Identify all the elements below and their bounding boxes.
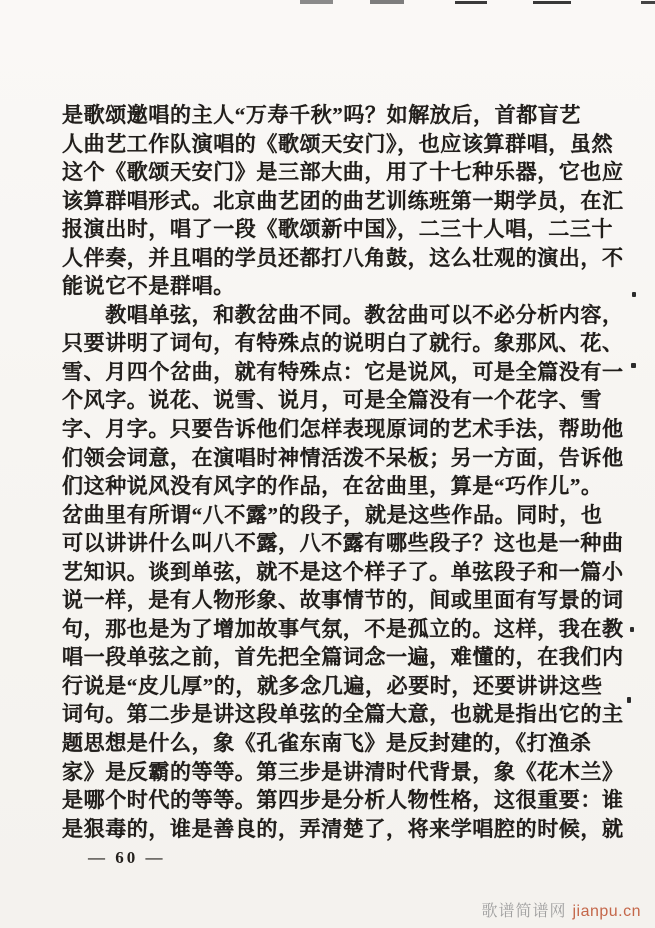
text-line: 可以讲讲什么叫八不露，八不露有哪些段子？这也是一种曲	[62, 531, 624, 556]
text-line: 艺知识。谈到单弦，就不是这个样子了。单弦段子和一篇小	[62, 559, 624, 584]
text-line: 是狠毒的，谁是善良的，弄清楚了，将来学唱腔的时候，就	[62, 816, 624, 841]
text-line: 岔曲里有所谓“八不露”的段子，就是这些作品。同时，也	[62, 502, 603, 527]
text-line: 家》是反霸的等等。第三步是讲清时代背景，象《花木兰》	[62, 759, 624, 784]
text-line: 只要讲明了词句，有特殊点的说明白了就行。象那风、花、	[62, 331, 624, 356]
scan-artifact-dash	[300, 0, 333, 4]
text-line: 们这种说风没有风字的作品，在岔曲里，算是“巧作儿”。	[62, 474, 603, 499]
text-line: 个风字。说花、说雪、说月，可是全篇没有一个花字、雪	[62, 388, 602, 413]
text-line: 行说是“皮儿厚”的，就多念几遍，必要时，还要讲讲这些	[62, 673, 603, 698]
scan-artifact-speck	[630, 627, 634, 632]
watermark-site-name: 歌谱简谱网	[481, 903, 567, 920]
scan-artifact-speck	[631, 363, 636, 368]
text-line: 报演出时，唱了一段《歌颂新中国》，二三十人唱，二三十	[62, 217, 614, 242]
scan-artifact-dash	[455, 1, 487, 4]
scan-artifact-speck	[632, 292, 636, 297]
text-line: 该算群唱形式。北京曲艺团的曲艺训练班第一期学员，在汇	[62, 188, 624, 213]
text-line: 唱一段单弦之前，首先把全篇词念一遍，难懂的，在我们内	[62, 645, 624, 670]
text-line: 雪、月四个岔曲，就有特殊点：它是说风，可是全篇没有一	[62, 359, 624, 384]
text-line: 人曲艺工作队演唱的《歌颂天安门》，也应该算群唱，虽然	[62, 131, 614, 156]
text-line: 人伴奏，并且唱的学员还都打八角鼓，这么壮观的演出，不	[62, 245, 624, 270]
scan-artifact-speck	[627, 697, 631, 703]
watermark	[481, 898, 641, 921]
text-line: 句，那也是为了增加故事气氛，不是孤立的。这样，我在教	[62, 616, 624, 641]
text-line paragraph-start: 教唱单弦，和教岔曲不同。教岔曲可以不必分析内容，	[62, 302, 624, 327]
text-line: 字、月字。只要告诉他们怎样表现原词的艺术手法，帮助他	[62, 417, 624, 442]
text-line: 能说它不是群唱。	[62, 274, 235, 299]
scan-artifact-dash	[370, 0, 404, 4]
watermark-site-url: jianpu.cn	[572, 903, 641, 920]
scan-artifact-dash	[533, 1, 571, 4]
text-line: 词句。第二步是讲这段单弦的全篇大意，也就是指出它的主	[62, 702, 624, 727]
page-number: — 60 —	[88, 848, 166, 867]
text-line: 们领会词意，在演唱时神情活泼不呆板；另一方面，告诉他	[62, 445, 624, 470]
text-line: 题思想是什么，象《孔雀东南飞》是反封建的，《打渔杀	[62, 731, 592, 756]
text-line: 是哪个时代的等等。第四步是分析人物性格，这很重要：谁	[62, 788, 624, 813]
text-line: 这个《歌颂天安门》是三部大曲，用了十七种乐器，它也应	[62, 160, 624, 185]
text-line: 说一样，是有人物形象、故事情节的，间或里面有写景的词	[62, 588, 624, 613]
body-text	[62, 101, 622, 843]
scan-artifact-dash	[641, 1, 655, 4]
text-line: 是歌颂邀唱的主人“万寿千秋”吗？如解放后，首都盲艺	[62, 103, 581, 127]
